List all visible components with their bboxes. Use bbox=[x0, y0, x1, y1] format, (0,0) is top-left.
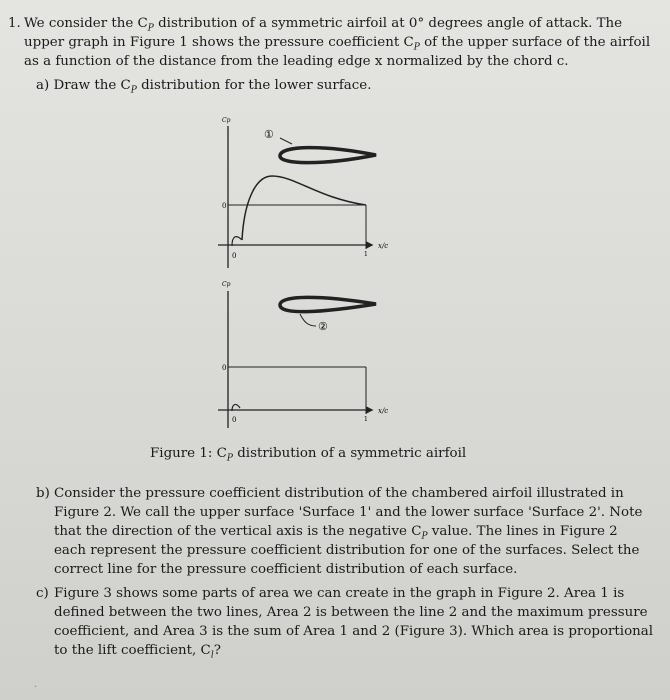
lower-y-label: Cp bbox=[222, 281, 231, 288]
lower-x-origin: 0 bbox=[232, 416, 237, 424]
upper-cp-curve bbox=[242, 176, 366, 240]
part-c-line-4: to the lift coefficient, $C_l$? bbox=[54, 643, 221, 661]
part-b-line-2: Figure 2. We call the upper surface 'Surface 1' and the lower surface 'Surface 2'. Note bbox=[54, 505, 643, 520]
part-b-line-1: Consider the pressure coefficient distribution of the chambered airfoil illustrated in bbox=[54, 486, 624, 501]
lower-airfoil bbox=[280, 297, 376, 311]
part-c-line-2: defined between the two lines, Area 2 is between the line 2 and the maximum pressure bbox=[54, 605, 648, 620]
upper-y-label: Cp bbox=[222, 117, 231, 124]
lower-x-label: x/c bbox=[378, 407, 389, 415]
upper-airfoil bbox=[280, 148, 376, 163]
upper-origin-label: 0 bbox=[222, 202, 227, 210]
part-b-line-5: correct line for the pressure coefficient distribution of each surface. bbox=[54, 562, 518, 577]
lower-surface-marker: ② bbox=[318, 320, 328, 333]
lower-graph bbox=[218, 291, 376, 428]
problem-number: 1. bbox=[8, 16, 21, 31]
part-a: a) Draw the $C_P$ distribution for the lower surface. bbox=[36, 78, 372, 96]
part-c-label: c) bbox=[36, 586, 49, 601]
intro-line-1: We consider the $C_P$ distribution of a symmetric airfoil at 0° degrees angle of attack. The bbox=[24, 16, 623, 34]
figure-1 bbox=[200, 108, 420, 433]
upper-x-end: 1 bbox=[364, 251, 368, 258]
lower-x-end: 1 bbox=[364, 416, 368, 423]
upper-x-label: x/c bbox=[378, 242, 389, 250]
lower-origin-label: 0 bbox=[222, 364, 227, 372]
figure-caption: Figure 1: $C_P$ distribution of a symmetric airfoil bbox=[150, 446, 467, 464]
corner-mark: · bbox=[34, 682, 38, 693]
part-b-label: b) bbox=[36, 486, 50, 501]
upper-x-origin: 0 bbox=[232, 252, 237, 260]
upper-surface-marker: ① bbox=[264, 128, 274, 141]
part-c-line-1: Figure 3 shows some parts of area we can create in the graph in Figure 2. Area 1 is bbox=[54, 586, 625, 601]
upper-graph bbox=[218, 126, 376, 268]
part-b-line-3: that the direction of the vertical axis is the negative $C_P$ value. The lines in Figure 2 bbox=[54, 524, 618, 542]
part-c-line-3: coefficient, and Area 3 is the sum of Area 1 and 2 (Figure 3). Which area is proportional bbox=[54, 624, 654, 639]
part-b-line-4: each represent the pressure coefficient distribution for one of the surfaces. Select the bbox=[54, 543, 640, 558]
intro-line-3: as a function of the distance from the leading edge x normalized by the chord c. bbox=[24, 54, 569, 69]
intro-line-2: upper graph in Figure 1 shows the pressure coefficient $C_P$ of the upper surface of the airfoil bbox=[24, 35, 651, 53]
